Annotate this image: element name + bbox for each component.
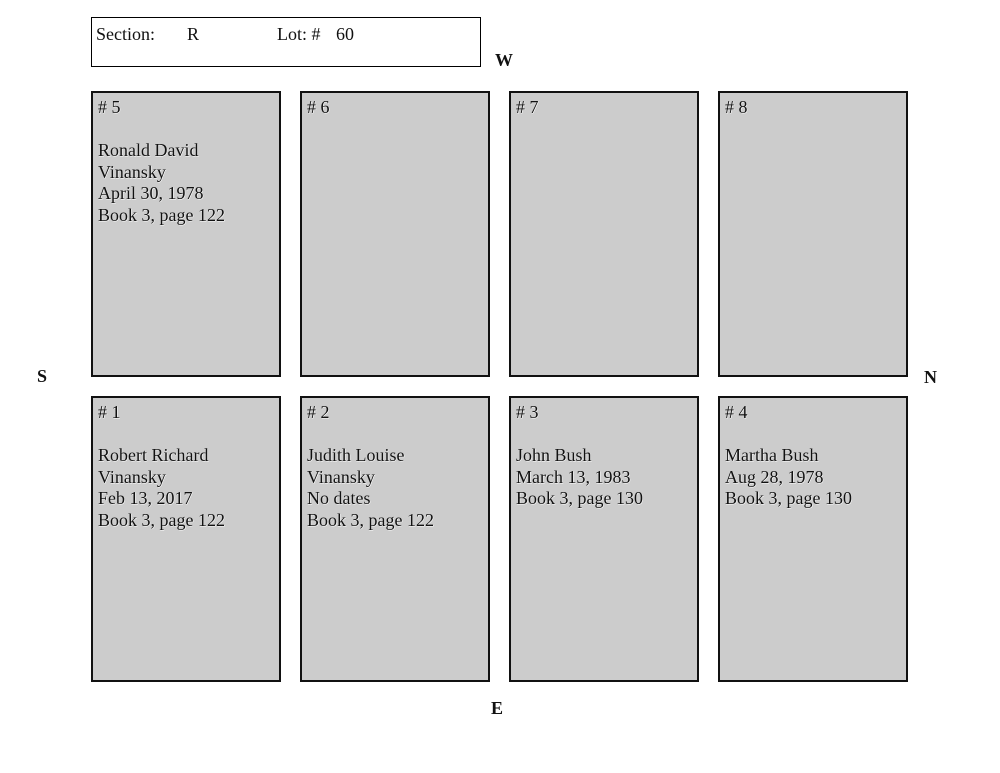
compass-east-label: E [491, 698, 504, 718]
plot-number: # 4 [725, 402, 748, 422]
plot-name: John Bush [516, 445, 592, 465]
plot-4 [718, 396, 908, 682]
section-label: Section: [96, 24, 155, 44]
plot-1 [91, 396, 281, 682]
plot-date: April 30, 1978 [98, 183, 204, 203]
plot-name-first: Robert Richard [98, 445, 209, 465]
plot-number: # 5 [98, 97, 121, 117]
plot-number: # 7 [516, 97, 539, 117]
compass-south-label: S [37, 366, 48, 386]
plot-number: # 8 [725, 97, 748, 117]
plot-7 [509, 91, 699, 377]
plot-name-last: Vinansky [98, 466, 166, 487]
plot-name-last: Vinansky [98, 161, 166, 182]
plot-8 [718, 91, 908, 377]
lot-value: 60 [336, 24, 354, 44]
plot-record: Book 3, page 122 [98, 509, 225, 530]
plot-number: # 6 [307, 97, 330, 117]
lot-label: Lot: # [277, 24, 321, 44]
compass-north-label: N [924, 367, 937, 387]
compass-west-label: W [495, 50, 513, 70]
plot-record: Book 3, page 130 [516, 488, 643, 508]
plot-name-first: Ronald David [98, 140, 199, 160]
plot-date: No dates [307, 488, 371, 508]
section-lot-header [91, 17, 481, 67]
plot-date: Aug 28, 1978 [725, 466, 824, 487]
plot-name-last: Vinansky [307, 466, 375, 487]
plot-number: # 2 [307, 402, 330, 422]
plot-3 [509, 396, 699, 682]
plot-name: Martha Bush [725, 445, 819, 465]
plot-record: Book 3, page 130 [725, 488, 852, 508]
plot-number: # 3 [516, 402, 539, 422]
plot-name-first: Judith Louise [307, 445, 405, 465]
plot-number: # 1 [98, 402, 121, 422]
plot-date: March 13, 1983 [516, 466, 631, 487]
plot-record: Book 3, page 122 [98, 204, 225, 225]
plot-record: Book 3, page 122 [307, 509, 434, 530]
section-value: R [187, 24, 200, 44]
plot-5 [91, 91, 281, 377]
plot-6 [300, 91, 490, 377]
plot-2 [300, 396, 490, 682]
plot-date: Feb 13, 2017 [98, 488, 193, 508]
